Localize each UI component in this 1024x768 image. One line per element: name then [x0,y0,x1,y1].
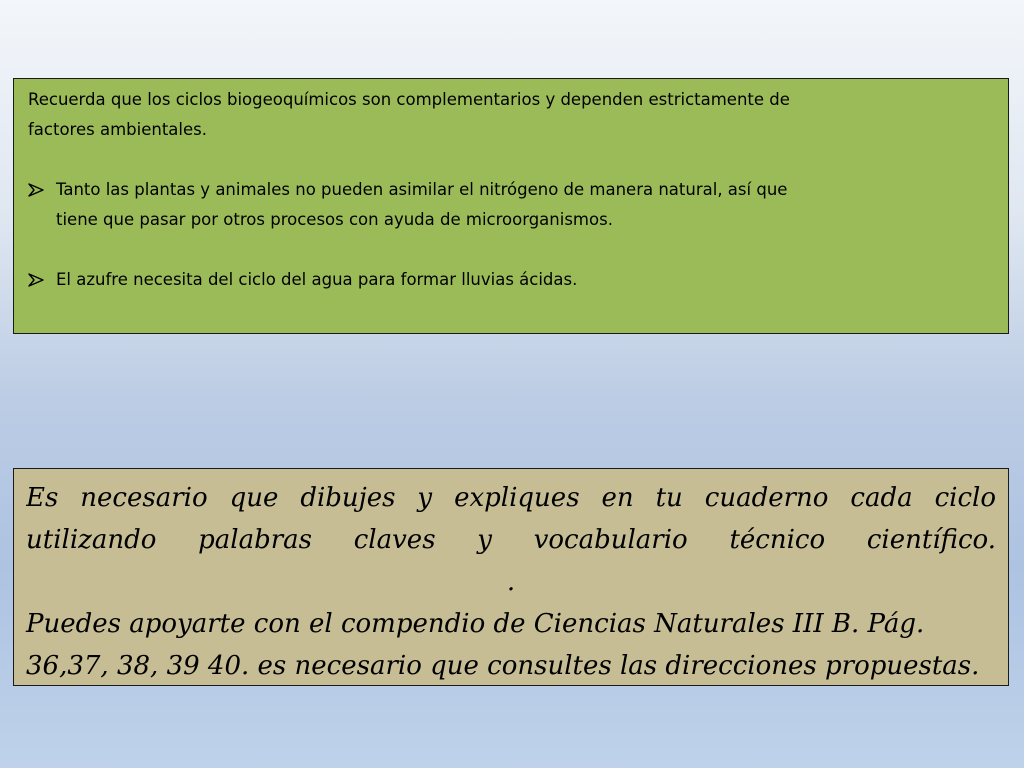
reminder-intro-line-1: Recuerda que los ciclos biogeoquímicos son complementarios y dependen estrictamente de [28,90,790,109]
instruction-line-1: Es necesario que dibujes y expliques en tu cuaderno cada ciclo [26,483,996,513]
bullet-text-line-1: El azufre necesita del ciclo del agua para formar lluvias ácidas. [56,270,578,289]
instruction-line-3: . [506,567,516,597]
instruction-line-2: utilizando palabras claves y vocabulario técnico científico. [26,525,996,555]
bullet-item-sulfur [28,265,992,295]
instruction-line-5: 36,37, 38, 39 40. es necesario que consultes las direcciones propuestas. [26,651,980,681]
instruction-box [13,468,1009,686]
arrow-bullet-icon [28,265,56,295]
bullet-text-sulfur [56,265,992,295]
reminder-box [13,78,1009,334]
reminder-intro-line-2: factores ambientales. [28,120,207,139]
arrow-bullet-icon [28,175,56,205]
bullet-text-line-1: Tanto las plantas y animales no pueden asimilar el nitrógeno de manera natural, así que [56,180,788,199]
reminder-intro [28,85,992,145]
instruction-line-4: Puedes apoyarte con el compendio de Ciencias Naturales III B. Pág. [26,609,925,639]
bullet-text-nitrogen [56,175,992,235]
bullet-text-line-2: tiene que pasar por otros procesos con ayuda de microorganismos. [56,210,613,229]
bullet-item-nitrogen [28,175,992,235]
